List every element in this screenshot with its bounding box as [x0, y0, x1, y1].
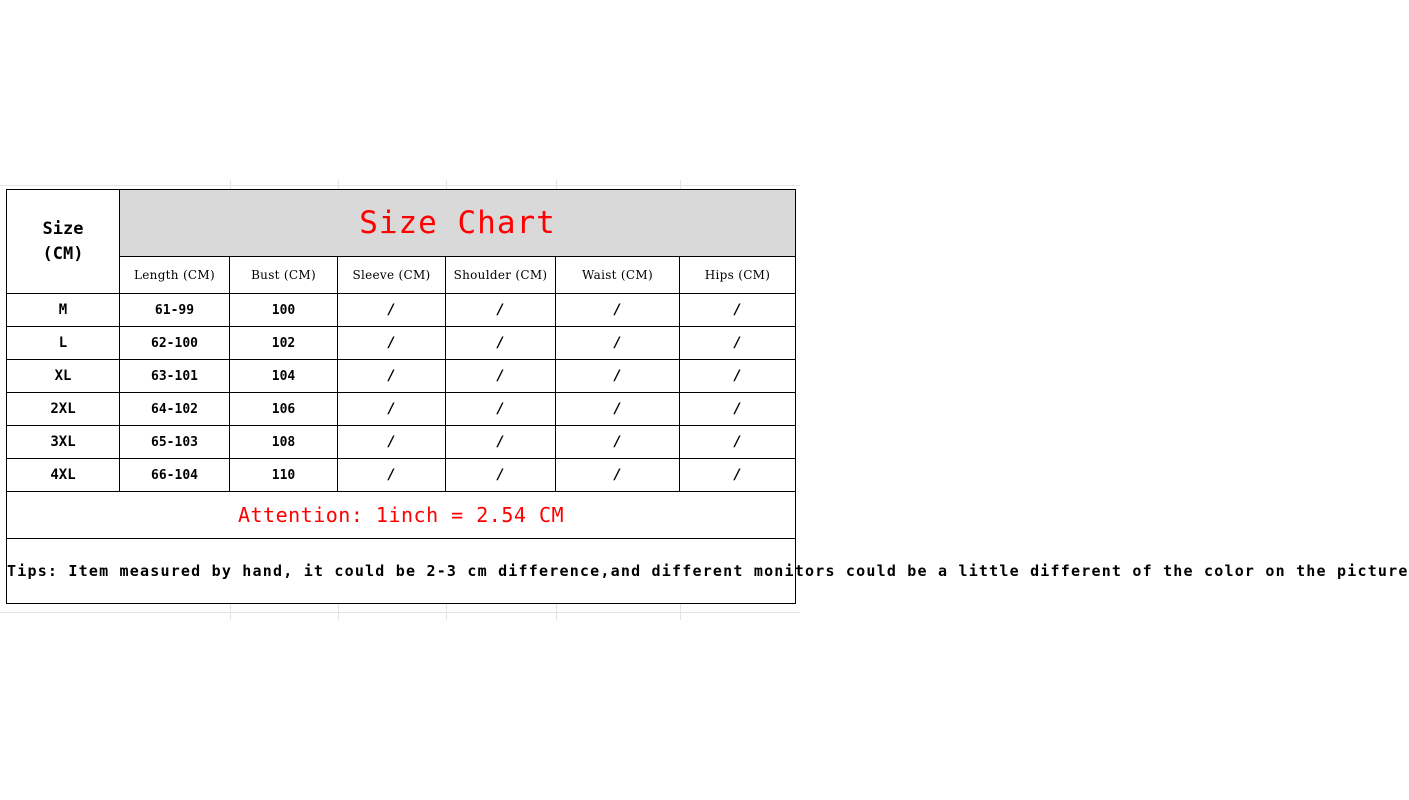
length-cell: 63-101	[120, 360, 230, 393]
attention-note: Attention: 1inch = 2.54 CM	[7, 492, 796, 539]
waist-cell: /	[556, 327, 680, 360]
sleeve-cell: /	[338, 294, 446, 327]
bust-cell: 102	[230, 327, 338, 360]
table-row	[7, 426, 796, 459]
column-header-row	[7, 257, 796, 294]
sleeve-cell: /	[338, 426, 446, 459]
size-label: L	[7, 327, 120, 360]
bust-cell: 100	[230, 294, 338, 327]
sleeve-cell: /	[338, 459, 446, 492]
column-header-hips: Hips (CM)	[680, 257, 796, 294]
shoulder-cell: /	[446, 393, 556, 426]
waist-cell: /	[556, 426, 680, 459]
chart-title: Size Chart	[120, 190, 796, 257]
hips-cell: /	[680, 426, 796, 459]
column-header-length: Length (CM)	[120, 257, 230, 294]
unit-header-label: (CM)	[42, 243, 84, 264]
size-column-header	[7, 190, 120, 294]
hips-cell: /	[680, 393, 796, 426]
size-chart-table	[6, 189, 1409, 604]
size-label: 2XL	[7, 393, 120, 426]
waist-cell: /	[556, 360, 680, 393]
bust-cell: 108	[230, 426, 338, 459]
table-row	[7, 327, 796, 360]
hips-cell: /	[680, 327, 796, 360]
table-row	[7, 459, 796, 492]
waist-cell: /	[556, 393, 680, 426]
bust-cell: 104	[230, 360, 338, 393]
column-header-sleeve: Sleeve (CM)	[338, 257, 446, 294]
column-header-shoulder: Shoulder (CM)	[446, 257, 556, 294]
shoulder-cell: /	[446, 426, 556, 459]
size-label: 3XL	[7, 426, 120, 459]
shoulder-cell: /	[446, 294, 556, 327]
attention-row	[7, 492, 796, 539]
table-row	[7, 294, 796, 327]
length-cell: 65-103	[120, 426, 230, 459]
size-header-label: Size	[42, 218, 84, 239]
waist-cell: /	[556, 294, 680, 327]
length-cell: 64-102	[120, 393, 230, 426]
title-row	[7, 190, 796, 257]
size-label: 4XL	[7, 459, 120, 492]
hips-cell: /	[680, 294, 796, 327]
sleeve-cell: /	[338, 393, 446, 426]
shoulder-cell: /	[446, 459, 556, 492]
tips-note: Tips: Item measured by hand, it could be 2-3 cm difference,and different monitors could be a little different of the color on the picture	[7, 539, 796, 604]
column-header-bust: Bust (CM)	[230, 257, 338, 294]
tips-row	[7, 539, 796, 604]
column-header-waist: Waist (CM)	[556, 257, 680, 294]
length-cell: 62-100	[120, 327, 230, 360]
shoulder-cell: /	[446, 360, 556, 393]
length-cell: 61-99	[120, 294, 230, 327]
bust-cell: 110	[230, 459, 338, 492]
bust-cell: 106	[230, 393, 338, 426]
hips-cell: /	[680, 360, 796, 393]
waist-cell: /	[556, 459, 680, 492]
table-row	[7, 360, 796, 393]
size-label: M	[7, 294, 120, 327]
sleeve-cell: /	[338, 360, 446, 393]
sleeve-cell: /	[338, 327, 446, 360]
hips-cell: /	[680, 459, 796, 492]
size-label: XL	[7, 360, 120, 393]
length-cell: 66-104	[120, 459, 230, 492]
shoulder-cell: /	[446, 327, 556, 360]
table-row	[7, 393, 796, 426]
